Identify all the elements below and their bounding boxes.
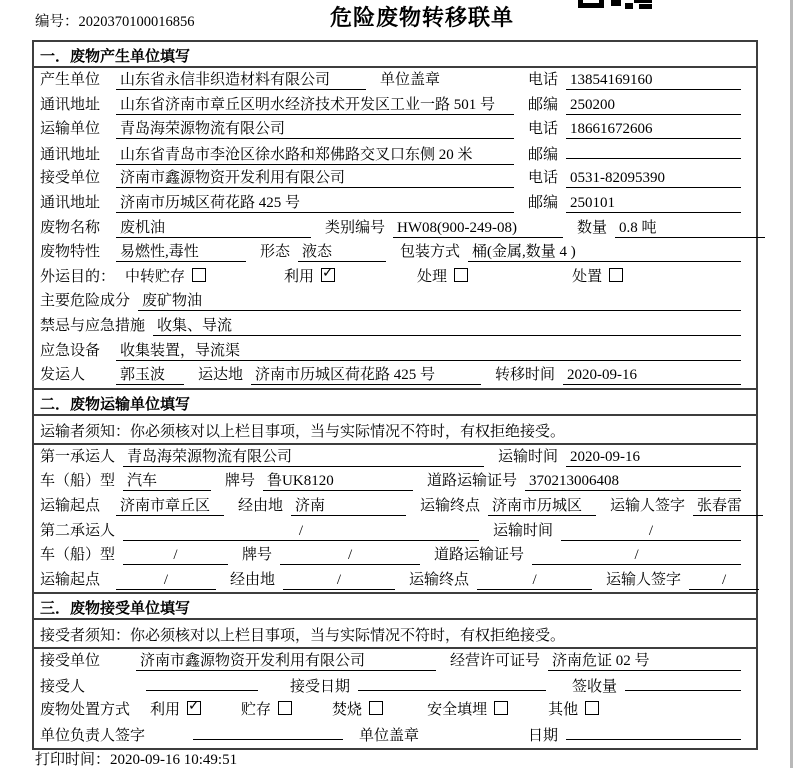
field-value: 济南市历城区荷花路 425 号 (251, 363, 481, 385)
checkbox-label: 处置 (572, 268, 603, 285)
field-label: 道路运输证号 (427, 473, 518, 490)
field-label: 接受单位 (40, 170, 101, 187)
field-value (625, 674, 741, 691)
form-row (34, 339, 756, 364)
field-value: 青岛海荣源物流有限公司 (116, 117, 514, 139)
page-edge-line (790, 0, 793, 768)
field-value: 桶(金属,数量 4 ) (468, 240, 741, 262)
field-label: 单位盖章 (380, 72, 441, 88)
field-value: 废机油 (116, 216, 311, 238)
field-value: 250200 (566, 97, 741, 115)
field-value: 山东省青岛市李沧区徐水路和郑佛路交叉口东侧 20 米 (116, 143, 514, 165)
checkbox-label: 安全填埋 (427, 702, 488, 719)
serial-number: 2020370100016856 (78, 14, 195, 30)
form-row (34, 469, 756, 494)
form-row (34, 93, 756, 118)
field-value: 青岛海荣源物流有限公司 (123, 445, 484, 467)
field-label: 通讯地址 (40, 146, 101, 163)
serial-label: 编号： (35, 14, 79, 30)
field-label: 废物名称 (40, 219, 101, 236)
field-value: 济南 (291, 494, 406, 516)
checkbox-label: 中转贮存 (125, 268, 186, 285)
field-label: 车（船）型 (40, 473, 116, 490)
field-value: 13854169160 (566, 72, 741, 90)
field-value: 山东省永信非织造材料有限公司 (116, 68, 366, 90)
field-value: 汽车 (123, 469, 211, 491)
field-label: 第一承运人 (40, 448, 116, 465)
field-value: 鲁UK8120 (263, 469, 413, 491)
section-heading: 三．废物接受单位填写 (34, 594, 756, 620)
field-label: 通讯地址 (40, 194, 101, 211)
field-value: HW08(900-249-08) (393, 220, 563, 238)
form-row (34, 240, 756, 265)
print-time-value: 2020-09-16 10:49:51 (110, 752, 238, 768)
qr-code-fragment-icon (578, 0, 654, 9)
field-label: 经由地 (230, 571, 276, 588)
checkbox-label: 其他 (548, 702, 579, 719)
field-label: 运达地 (198, 367, 244, 384)
field-value: 液态 (298, 240, 386, 262)
field-value: 济南市历城区 (488, 494, 596, 516)
field-label: 禁忌与应急措施 (40, 317, 146, 334)
field-label: 运输起点 (40, 571, 101, 588)
field-label: 经营许可证号 (450, 653, 541, 670)
form-row (34, 363, 756, 388)
field-label: 运输终点 (409, 571, 470, 588)
form-section (34, 42, 756, 388)
field-value (358, 674, 546, 691)
field-label: 发运人 (40, 367, 86, 384)
field-label: 数量 (577, 219, 608, 236)
field-value: 收集装置，导流渠 (116, 339, 741, 361)
qr-module (639, 4, 652, 9)
form-row (34, 519, 756, 544)
field-value: / (123, 523, 479, 541)
field-label: 外运目的： (40, 268, 116, 285)
form-row (34, 649, 756, 674)
form-row (34, 698, 756, 723)
field-value: 济南市章丘区 (116, 494, 224, 516)
field-value: / (532, 547, 741, 565)
form-row (34, 166, 756, 191)
document-serial (35, 10, 195, 31)
checkbox-icon (192, 268, 206, 282)
field-label: 类别编号 (325, 219, 386, 236)
field-label: 电话 (527, 72, 558, 88)
checkbox-option (332, 698, 383, 719)
checkbox-label: 利用 (284, 268, 315, 285)
form-row (34, 265, 756, 290)
field-label: 接受日期 (290, 678, 351, 695)
checkbox-label: 焚烧 (332, 702, 363, 719)
field-value: 0531-82095390 (566, 170, 741, 188)
form-section (34, 388, 756, 593)
field-value: 郭玉波 (116, 363, 184, 385)
field-label: 运输时间 (492, 522, 553, 539)
qr-module (611, 0, 621, 6)
checkbox-option (417, 265, 468, 286)
field-label: 单位盖章 (359, 728, 420, 745)
field-value: 收集、导流 (153, 314, 741, 336)
field-value (566, 142, 741, 159)
form-section (34, 592, 756, 747)
qr-module (625, 3, 633, 9)
field-label: 运输时间 (497, 448, 558, 465)
field-label: 运输人签字 (606, 571, 682, 588)
field-value: 370213006408 (525, 473, 741, 491)
form-row (34, 674, 756, 699)
checkbox-label: 利用 (150, 702, 181, 719)
field-value: 济南市鑫源物资开发利用有限公司 (116, 166, 514, 188)
field-value: / (280, 547, 420, 565)
field-label: 道路运输证号 (434, 547, 525, 564)
field-label: 形态 (260, 244, 291, 261)
field-value: 2020-09-16 (563, 367, 741, 385)
field-label: 牌号 (242, 547, 273, 564)
field-label: 单位负责人签字 (40, 728, 146, 745)
field-label: 电话 (527, 121, 558, 138)
form-row (34, 543, 756, 568)
field-label: 经由地 (238, 497, 284, 514)
field-label: 牌号 (225, 473, 256, 490)
field-value: 0.8 吨 (615, 216, 765, 238)
field-label: 转移时间 (495, 367, 556, 384)
field-value: 张春雷 (693, 494, 763, 516)
form-row (34, 445, 756, 470)
checkbox-icon (609, 268, 623, 282)
page-title: 危险废物转移联单 (330, 5, 515, 30)
qr-module (634, 0, 652, 3)
field-value: / (283, 572, 395, 590)
field-label: 运输人签字 (610, 497, 686, 514)
form-row (34, 68, 756, 93)
checkbox-option (427, 698, 508, 719)
form-row (34, 723, 756, 748)
field-value: 250101 (566, 195, 741, 213)
field-label: 通讯地址 (40, 96, 101, 113)
checkbox-option (125, 265, 206, 286)
field-value (146, 674, 258, 691)
field-label: 包装方式 (400, 244, 461, 261)
checkbox-icon (454, 268, 468, 282)
field-value: / (116, 572, 216, 590)
form-row (34, 494, 756, 519)
checkbox-checked-icon (187, 701, 201, 715)
section-heading: 二．废物运输单位填写 (34, 390, 756, 416)
section-heading: 一．废物产生单位填写 (34, 42, 756, 68)
manifest-form-table (32, 40, 758, 750)
form-row (34, 289, 756, 314)
checkbox-option (548, 698, 599, 719)
field-label: 运输起点 (40, 497, 101, 514)
form-row (34, 191, 756, 216)
field-label: 废物特性 (40, 244, 101, 261)
field-value: 18661672606 (566, 121, 741, 139)
qr-finder-pattern (578, 0, 604, 8)
field-label: 接受人 (40, 678, 86, 695)
checkbox-label: 贮存 (241, 702, 272, 719)
checkbox-icon (278, 701, 292, 715)
field-label: 日期 (527, 728, 558, 745)
field-label: 邮编 (527, 146, 558, 163)
form-row (34, 568, 756, 593)
checkbox-label: 处理 (417, 268, 448, 285)
checkbox-checked-icon (321, 268, 335, 282)
form-row (34, 142, 756, 167)
checkbox-option (284, 265, 335, 286)
form-row (34, 117, 756, 142)
field-value (566, 723, 741, 740)
field-label: 产生单位 (40, 72, 101, 88)
field-label: 邮编 (527, 194, 558, 211)
document-header (0, 0, 796, 40)
field-value: 济南危证 02 号 (548, 649, 741, 671)
field-value: 济南市鑫源物资开发利用有限公司 (136, 649, 436, 671)
print-time (35, 748, 237, 768)
checkbox-option (241, 698, 292, 719)
field-value: 易燃性,毒性 (116, 240, 246, 262)
field-label: 第二承运人 (40, 522, 116, 539)
field-label: 签收量 (572, 678, 618, 695)
field-value: / (123, 547, 228, 565)
checkbox-icon (494, 701, 508, 715)
field-value (193, 723, 343, 740)
form-row (34, 216, 756, 241)
field-label: 运输单位 (40, 121, 101, 138)
field-label: 接受单位 (40, 653, 101, 670)
section-note: 运输者须知：你必须核对以上栏目事项，当与实际情况不符时，有权拒绝接受。 (34, 416, 756, 445)
field-label: 电话 (527, 170, 558, 187)
field-value: 2020-09-16 (566, 449, 741, 467)
field-label: 废物处置方式 (40, 702, 131, 719)
checkbox-icon (585, 701, 599, 715)
field-value: 废矿物油 (138, 289, 741, 311)
field-value: / (561, 523, 741, 541)
field-label: 车（船）型 (40, 547, 116, 564)
checkbox-icon (369, 701, 383, 715)
field-label: 邮编 (527, 96, 558, 113)
field-value: / (477, 572, 592, 590)
field-value: / (689, 572, 759, 590)
section-note: 接受者须知：你必须核对以上栏目事项，当与实际情况不符时，有权拒绝接受。 (34, 620, 756, 649)
field-label: 主要危险成分 (40, 293, 131, 310)
field-value: 济南市历城区荷花路 425 号 (116, 191, 514, 213)
checkbox-option (150, 698, 201, 719)
print-time-label: 打印时间： (35, 752, 111, 768)
field-label: 运输终点 (420, 497, 481, 514)
form-row (34, 314, 756, 339)
checkbox-option (572, 265, 623, 286)
field-label: 应急设备 (40, 342, 101, 359)
field-value: 山东省济南市章丘区明水经济技术开发区工业一路 501 号 (116, 93, 514, 115)
